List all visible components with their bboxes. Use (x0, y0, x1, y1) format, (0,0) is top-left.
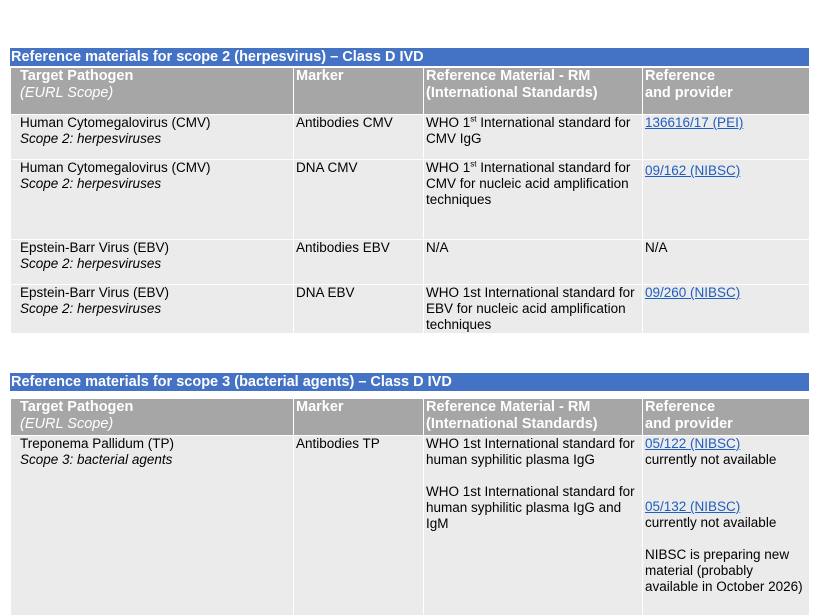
pathogen-scope: Scope 2: herpesviruses (20, 256, 162, 271)
pathogen-scope: Scope 2: herpesviruses (20, 131, 162, 146)
marker-cell: DNA CMV (294, 160, 424, 240)
reference-link[interactable]: 09/260 (NIBSC) (645, 285, 741, 300)
header-eurl-scope: (EURL Scope) (20, 85, 114, 101)
pathogen-scope: Scope 3: bacterial agents (20, 452, 173, 467)
reference-link[interactable]: 09/162 (NIBSC) (645, 163, 741, 178)
header-target-pathogen-label: Target Pathogen (20, 68, 134, 84)
header-reference-material (424, 68, 643, 115)
pathogen-cell (11, 160, 294, 240)
rm-text-sup: st (470, 159, 477, 169)
table-scope-3 (10, 398, 810, 616)
reference-note: currently not available (645, 515, 777, 530)
pathogen-cell (11, 436, 294, 616)
rm-text-pre: WHO 1 (426, 160, 471, 175)
pathogen-name: Human Cytomegalovirus (CMV) (20, 115, 211, 130)
rm-text-igg-igm: WHO 1st International standard for human syphilitic plasma IgG and IgM (426, 484, 635, 531)
header-eurl-scope: (EURL Scope) (20, 416, 114, 432)
pathogen-name: Epstein-Barr Virus (EBV) (20, 285, 170, 300)
reference-cell: N/A (643, 240, 810, 285)
header-reference-material (424, 399, 643, 436)
pathogen-cell (11, 115, 294, 160)
pathogen-scope: Scope 2: herpesviruses (20, 301, 162, 316)
rm-text-sup: st (470, 114, 477, 124)
table-scope-2 (10, 67, 810, 334)
header-target-pathogen-label: Target Pathogen (20, 399, 134, 415)
rm-text-post: International standard for CMV for nucleic acid amplification techniques (426, 160, 631, 207)
pathogen-cell (11, 240, 294, 285)
marker-cell: Antibodies EBV (294, 240, 424, 285)
header-reference-label: Reference (645, 68, 716, 84)
header-rm-sub: (International Standards) (426, 85, 598, 101)
header-target-pathogen (11, 68, 294, 115)
reference-cell (643, 436, 810, 616)
rm-cell (424, 115, 643, 160)
rm-text-pre: WHO 1 (426, 115, 471, 130)
pathogen-cell (11, 285, 294, 334)
marker-cell: Antibodies TP (294, 436, 424, 616)
table-row (11, 285, 810, 334)
reference-cell (643, 160, 810, 240)
reference-preparation-note: NIBSC is preparing new material (probably available in October 2026) (645, 547, 803, 594)
header-reference (643, 68, 810, 115)
marker-cell: Antibodies CMV (294, 115, 424, 160)
header-reference-label: Reference (645, 399, 716, 415)
header-rm-label: Reference Material - RM (426, 68, 591, 84)
header-reference (643, 399, 810, 436)
rm-cell (424, 160, 643, 240)
table-header-row (11, 68, 810, 115)
table-row (11, 436, 810, 616)
rm-cell: WHO 1st International standard for EBV for nucleic acid amplification techniques (424, 285, 643, 334)
reference-link[interactable]: 05/132 (NIBSC) (645, 499, 741, 514)
rm-cell: N/A (424, 240, 643, 285)
reference-cell (643, 115, 810, 160)
pathogen-name: Epstein-Barr Virus (EBV) (20, 240, 170, 255)
table-row (11, 240, 810, 285)
header-marker: Marker (294, 68, 424, 115)
reference-link[interactable]: 136616/17 (PEI) (645, 115, 744, 130)
pathogen-scope: Scope 2: herpesviruses (20, 176, 162, 191)
pathogen-name: Treponema Pallidum (TP) (20, 436, 175, 451)
pathogen-name: Human Cytomegalovirus (CMV) (20, 160, 211, 175)
header-marker: Marker (294, 399, 424, 436)
reference-link[interactable]: 05/122 (NIBSC) (645, 436, 741, 451)
rm-text-post: International standard for CMV IgG (426, 115, 631, 146)
reference-note: currently not available (645, 452, 777, 467)
header-rm-sub: (International Standards) (426, 416, 598, 432)
header-rm-label: Reference Material - RM (426, 399, 591, 415)
reference-cell (643, 285, 810, 334)
header-target-pathogen (11, 399, 294, 436)
table-row (11, 115, 810, 160)
section-title-scope-3: Reference materials for scope 3 (bacterial agents) – Class D IVD (10, 373, 809, 391)
header-reference-sub: and provider (645, 85, 733, 101)
marker-cell: DNA EBV (294, 285, 424, 334)
table-header-row (11, 399, 810, 436)
rm-text-igg: WHO 1st International standard for human syphilitic plasma IgG (426, 436, 635, 467)
table-row (11, 160, 810, 240)
section-title-scope-2: Reference materials for scope 2 (herpesvirus) – Class D IVD (10, 48, 809, 66)
header-reference-sub: and provider (645, 416, 733, 432)
rm-cell (424, 436, 643, 616)
